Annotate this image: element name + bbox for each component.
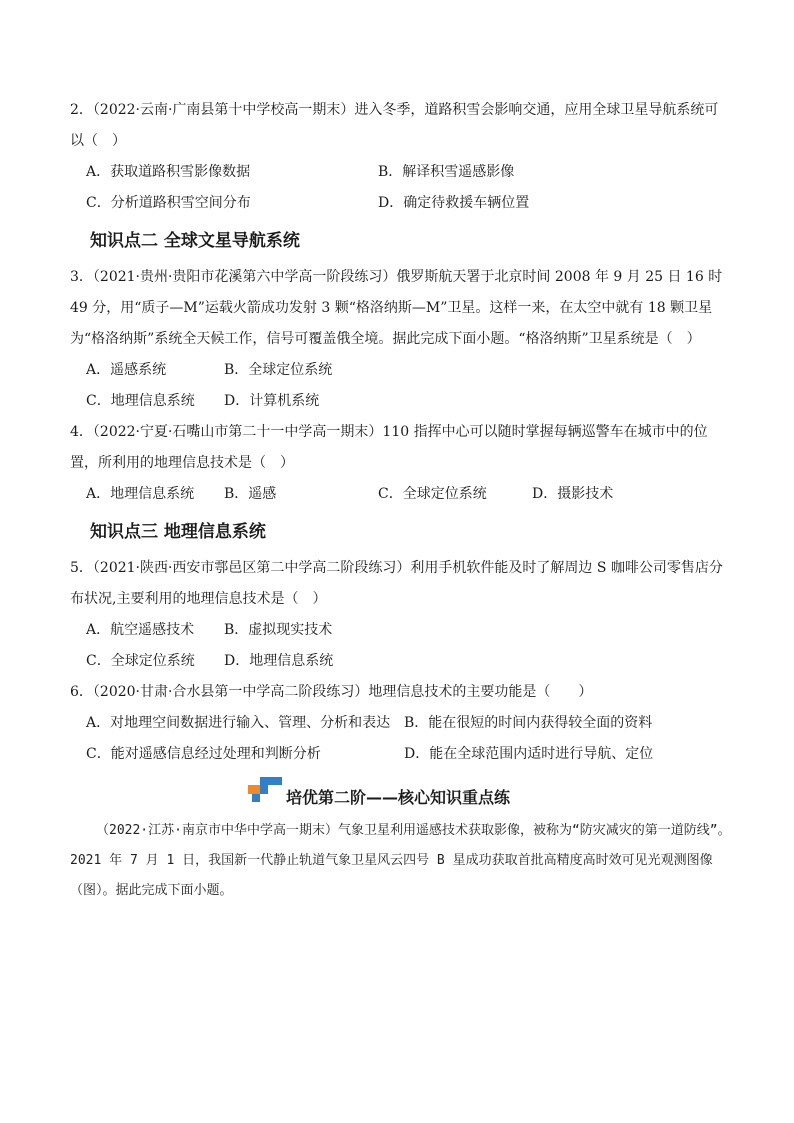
question-6-options: [86, 708, 736, 770]
option-c: C．全球定位系统: [378, 486, 487, 502]
question-3-stem: 3．（2021·贵州·贵阳市花溪第六中学高一阶段练习）俄罗斯航天署于北京时间 2008 年 9 月 25 日 16 时 49 分，用“质子—M”运载火箭成功发射 3 颗“格洛纳斯—M”卫星。这样一来，在太空中就有 18 颗卫星为“格洛纳斯”系统全天候工作，信号可覆盖俄全境。据此完成下面小题。“格洛纳斯”卫星系统是（ ）: [70, 269, 723, 347]
option-c: C．分析道路积雪空间分布: [86, 195, 251, 211]
question-6-stem: 6．（2020·甘肃·合水县第一中学高二阶段练习）地理信息技术的主要功能是（ ）: [70, 684, 593, 700]
option-b: B．解译积雪遥感影像: [378, 164, 515, 180]
question-2-stem: 2．（2022·云南·广南县第十中学校高一期末）进入冬季，道路积雪会影响交通，应用全球卫星导航系统可以（ ）: [70, 102, 719, 149]
banner-icon: [246, 775, 284, 805]
section-heading-2: 知识点二 全球文星导航系统: [90, 231, 300, 251]
options-row: [86, 157, 736, 188]
option-c: C．全球定位系统: [86, 653, 195, 669]
option-d: D．计算机系统: [224, 393, 320, 409]
option-d: D．地理信息系统: [224, 653, 334, 669]
banner-title: 培优第二阶——核心知识重点练: [286, 788, 511, 807]
options-row: [86, 355, 736, 386]
option-c: C．能对遥感信息经过处理和判断分析: [86, 746, 321, 762]
option-a: A．获取道路积雪影像数据: [86, 164, 251, 180]
option-d: D．能在全球范围内适时进行导航、定位: [404, 746, 654, 762]
question-5-options: [86, 615, 736, 677]
options-row: [86, 708, 736, 739]
passage-text: （2022·江苏·南京市中华中学高一期末）气象卫星利用遥感技术获取影像，被称为“防灾减灾的第一道防线”。2021 年 7 月 1 日，我国新一代静止轨道气象卫星风云四号 B 星成功获取首批高精度高时效可见光观测图像（图）。据此完成下面小题。: [70, 823, 731, 898]
option-a: A．航空遥感技术: [86, 622, 195, 638]
question-4-options: [86, 479, 736, 510]
option-a: A．遥感系统: [86, 362, 167, 378]
question-5-stem: 5．（2021·陕西·西安市鄠邑区第二中学高二阶段练习）利用手机软件能及时了解周边 S 咖啡公司零售店分布状况,主要利用的地理信息技术是（ ）: [70, 560, 723, 607]
option-d: D．确定待救援车辆位置: [378, 195, 530, 211]
option-b: B．遥感: [224, 486, 277, 502]
option-d: D．摄影技术: [532, 486, 614, 502]
question-3-options: [86, 355, 736, 417]
options-row: [86, 615, 736, 646]
option-b: B．能在很短的时间内获得较全面的资料: [404, 715, 653, 731]
question-2-options: [86, 157, 736, 219]
section-heading-3: 知识点三 地理信息系统: [90, 522, 266, 542]
options-row: [86, 739, 736, 770]
options-row: [86, 479, 736, 510]
option-c: C．地理信息系统: [86, 393, 195, 409]
option-b: B．虚拟现实技术: [224, 622, 333, 638]
section-banner: [246, 775, 566, 811]
option-a: A．对地理空间数据进行输入、管理、分析和表达: [86, 715, 391, 731]
option-a: A．地理信息系统: [86, 486, 195, 502]
question-4-stem: 4．（2022·宁夏·石嘴山市第二十一中学高一期末）110 指挥中心可以随时掌握每辆巡警车在城市中的位置，所利用的地理信息技术是（ ）: [70, 424, 708, 471]
options-row: [86, 646, 736, 677]
options-row: [86, 188, 736, 219]
options-row: [86, 386, 736, 417]
option-b: B．全球定位系统: [224, 362, 333, 378]
